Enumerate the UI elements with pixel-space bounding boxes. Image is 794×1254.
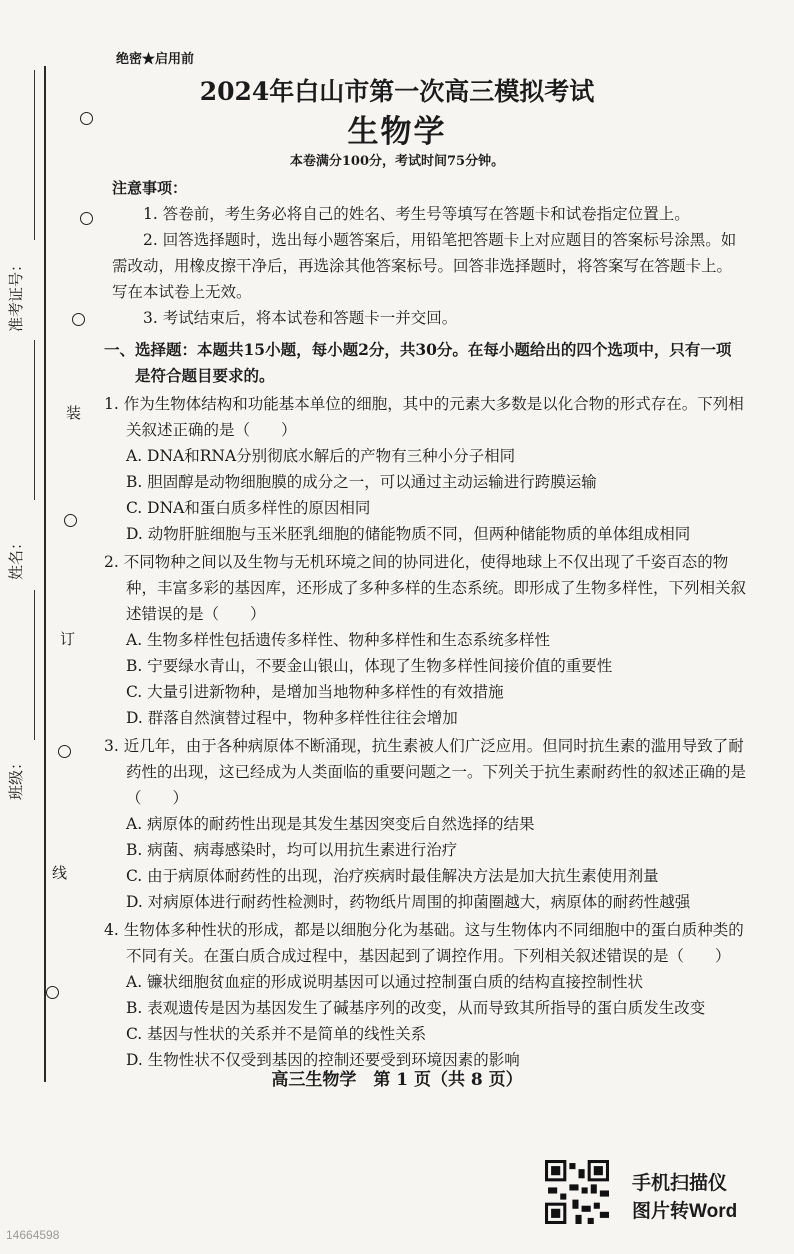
serial-number: 14664598 <box>6 1228 60 1242</box>
secret-mark: 绝密★启用前 <box>116 52 195 67</box>
option-c: C. 基因与性状的关系并不是简单的线性关系 <box>126 1025 427 1043</box>
option-b: B. 宁要绿水青山，不要金山银山，体现了生物多样性间接价值的重要性 <box>126 657 613 675</box>
question-stem: 3. 近几年，由于各种病原体不断涌现，抗生素被人们广泛应用。但同时抗生素的滥用导致了耐药性的出现，这已经成为人类面临的重要问题之一。下列关于抗生素耐药性的叙述正确的是（ ） <box>104 737 747 807</box>
option-a: A. 病原体的耐药性出现是其发生基因突变后自然选择的结果 <box>126 815 535 833</box>
note-item: 2. 回答选择题时，选出每小题答案后，用铅笔把答题卡上对应题目的答案标号涂黑。如需改动，用橡皮擦干净后，再选涂其他答案标号。回答非选择题时，将答案写在答题卡上。写在本试卷上无效。 <box>112 231 737 301</box>
option-c: C. 由于病原体耐药性的出现，治疗疾病时最佳解决方法是加大抗生素使用剂量 <box>126 867 659 885</box>
name-label: 姓名： <box>7 534 25 580</box>
notes-heading: 注意事项： <box>112 179 188 197</box>
binding-hole <box>64 514 77 527</box>
binding-hole <box>46 986 59 999</box>
binding-hole <box>58 745 71 758</box>
option-d: D. 动物肝脏细胞与玉米胚乳细胞的储能物质不同，但两种储能物质的单体组成相同 <box>126 525 691 543</box>
question-stem: 1. 作为生物体结构和功能基本单位的细胞，其中的元素大多数是以化合物的形式存在。下列相关叙述正确的是（ ） <box>104 395 744 439</box>
subject-title: 生物学 <box>347 114 447 150</box>
name-field <box>34 340 35 500</box>
exam-title: 2024年白山市第一次高三模拟考试 <box>199 77 595 106</box>
binding-line <box>44 66 46 1082</box>
option-b: B. 胆固醇是动物细胞膜的成分之一，可以通过主动运输进行跨膜运输 <box>126 473 597 491</box>
option-d: D. 生物性状不仅受到基因的控制还要受到环境因素的影响 <box>126 1051 520 1069</box>
page-footer: 高三生物学 第 1 页（共 8 页） <box>271 1070 523 1090</box>
candidate-number-label: 准考证号： <box>7 256 25 332</box>
option-c: C. DNA和蛋白质多样性的原因相同 <box>126 499 371 517</box>
question-stem: 4. 生物体多种性状的形成，都是以细胞分化为基础。这与生物体内不同细胞中的蛋白质种类的不同有关。在蛋白质合成过程中，基因起到了调控作用。下列相关叙述错误的是（ ） <box>104 921 744 965</box>
question-3 <box>104 733 746 915</box>
option-a: A. 镰状细胞贫血症的形成说明基因可以通过控制蛋白质的结构直接控制性状 <box>126 973 644 991</box>
class-field <box>34 590 35 740</box>
option-d: D. 对病原体进行耐药性检测时，药物纸片周围的抑菌圈越大，病原体的耐药性越强 <box>126 893 691 911</box>
binding-char-ding: 订 <box>60 630 76 648</box>
binding-char-xian: 线 <box>52 864 68 882</box>
question-1 <box>104 391 746 547</box>
question-2 <box>104 549 746 731</box>
exam-info: 本卷满分100分，考试时间75分钟。 <box>289 154 505 169</box>
watermark-line-2: 图片转Word <box>632 1201 738 1222</box>
qr-code-icon <box>545 1160 609 1224</box>
option-a: A. 生物多样性包括遗传多样性、物种多样性和生态系统多样性 <box>126 631 551 649</box>
question-stem: 2. 不同物种之间以及生物与无机环境之间的协同进化，使得地球上不仅出现了千姿百态的物种，丰富多彩的基因库，还形成了多种多样的生态系统。即形成了生物多样性，下列相关叙述错误的是（ ） <box>104 553 747 623</box>
section-heading: 一、选择题：本题共15小题，每小题2分，共30分。在每小题给出的四个选项中，只有一项是符合题目要求的。 <box>104 340 732 385</box>
option-b: B. 病菌、病毒感染时，均可以用抗生素进行治疗 <box>126 841 458 859</box>
watermark-line-1: 手机扫描仪 <box>632 1173 728 1194</box>
note-item: 3. 考试结束后，将本试卷和答题卡一并交回。 <box>143 309 458 327</box>
question-4 <box>104 917 746 1073</box>
exam-content <box>104 175 746 1073</box>
binding-hole <box>72 313 85 326</box>
option-d: D. 群落自然演替过程中，物种多样性往往会增加 <box>126 709 458 727</box>
binding-hole <box>80 212 93 225</box>
note-item: 1. 答卷前，考生务必将自己的姓名、考生号等填写在答题卡和试卷指定位置上。 <box>143 205 690 223</box>
class-label: 班级： <box>7 754 25 800</box>
option-c: C. 大量引进新物种，是增加当地物种多样性的有效措施 <box>126 683 504 701</box>
option-b: B. 表观遗传是因为基因发生了碱基序列的改变，从而导致其所指导的蛋白质发生改变 <box>126 999 706 1017</box>
option-a: A. DNA和RNA分别彻底水解后的产物有三种小分子相同 <box>126 447 516 465</box>
binding-char-zhuang: 装 <box>66 404 82 422</box>
